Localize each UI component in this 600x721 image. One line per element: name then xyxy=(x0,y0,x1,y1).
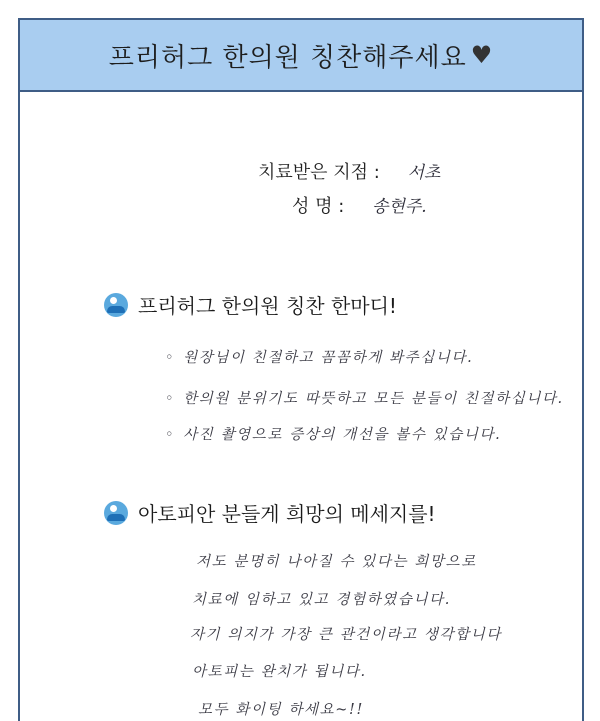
praise-section-title xyxy=(104,290,397,319)
bullet-icon: ◦ xyxy=(165,350,176,366)
clinic-logo-icon xyxy=(104,293,128,317)
message-line: 저도 분명히 나아질 수 있다는 희망으로 xyxy=(196,554,477,570)
form-title: 프리허그 한의원 칭찬해주세요 xyxy=(108,42,467,73)
message-section-title xyxy=(104,498,436,527)
praise-form xyxy=(18,18,584,721)
bullet-icon: ◦ xyxy=(165,391,176,407)
clinic-logo-icon xyxy=(104,501,128,525)
praise-title-text: 프리허그 한의원 칭찬 한마디! xyxy=(138,294,397,318)
name-row xyxy=(292,192,427,218)
branch-row xyxy=(258,158,440,184)
name-label: 성 명 : xyxy=(292,196,345,217)
praise-item xyxy=(165,423,501,444)
message-line: 치료에 임하고 있고 경험하였습니다. xyxy=(192,592,451,608)
praise-item-text: 사진 촬영으로 증상의 개선을 볼수 있습니다. xyxy=(183,427,502,443)
message-line: 모두 화이팅 하세요~!! xyxy=(198,702,364,718)
bullet-icon: ◦ xyxy=(165,427,176,443)
praise-item-text: 한의원 분위기도 따뜻하고 모든 분들이 친절하십니다. xyxy=(183,391,564,407)
message-line: 자기 의지가 가장 큰 관건이라고 생각합니다 xyxy=(190,627,502,643)
message-line: 아토피는 완치가 됩니다. xyxy=(192,664,367,680)
praise-item xyxy=(165,346,473,367)
praise-item xyxy=(165,387,564,408)
form-header xyxy=(20,20,582,92)
praise-item-text: 원장님이 친절하고 꼼꼼하게 봐주십니다. xyxy=(183,350,474,366)
name-value: 송현주. xyxy=(372,197,427,217)
message-title-text: 아토피안 분들게 희망의 메세지를! xyxy=(138,502,436,526)
branch-label: 치료받은 지점 : xyxy=(258,162,380,183)
heart-icon: ♥ xyxy=(470,41,494,69)
branch-value: 서초 xyxy=(407,163,441,183)
